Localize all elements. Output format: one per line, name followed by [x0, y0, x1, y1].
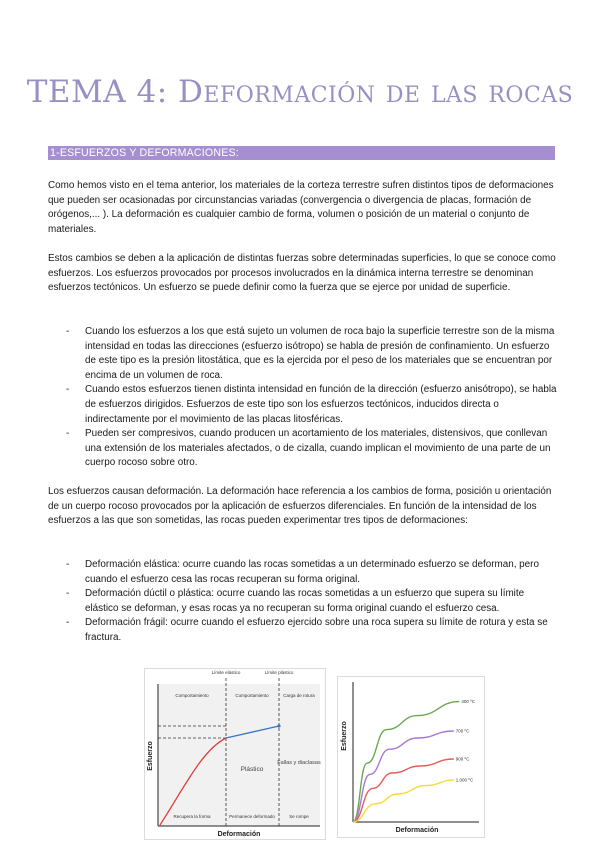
list-item: - Pueden ser compresivos, cuando producen un acortamiento de los materiales, distensivos, que conllevan una extensión de los materiales afectados, o de cizalla, cuando implican el movimiento de una parte de un cuerpo rocoso sobre otro.	[66, 427, 558, 471]
stress-strain-diagram	[144, 668, 326, 840]
x-axis-label: Deformación	[395, 827, 439, 834]
list-item: - Deformación frágil: ocurre cuando el esfuerzo ejercido sobre una roca supera su límite de rotura y esta se fractura.	[66, 616, 558, 645]
rupture-point	[277, 724, 280, 727]
series-label-3: 1.000 ºC	[455, 777, 474, 783]
paragraph-esfuerzos: Estos cambios se deben a la aplicación de distintas fuerzas sobre determinadas superficies, lo que se conoce como esfuerzos. Los esfuerzos provocados por procesos involucrados en la dinámica interna terrestre se denominan esfuerzos tectónicos. Un esfuerzo se puede definir como la fuerza que se ejerce por unidad de superficie.	[48, 253, 556, 294]
list-item: - Cuando estos esfuerzos tienen distinta intensidad en función de la dirección (esfuerzo anisótropo), se habla de esfuerzos dirigidos. Esfuerzos de este tipo son los esfuerzos tectónicos, inducidos directa o indirectamente por el movimiento de las placas litosféricas.	[66, 383, 558, 427]
list-item: - Deformación elástica: ocurre cuando las rocas sometidas a un determinado esfuerzo se deforman, pero cuando el esfuerzo cesa las rocas recuperan su forma original.	[66, 558, 558, 587]
zone-top-label: Comportamiento	[175, 693, 209, 698]
section-heading: 1-ESFUERZOS Y DEFORMACIONES:	[48, 146, 555, 160]
list-esfuerzos	[66, 325, 558, 471]
paragraph-deformacion: Los esfuerzos causan deformación. La deformación hace referencia a los cambios de forma, posición u orientación de un cuerpo rocoso provocados por la aplicación de esfuerzos diferenciales. En función de la intensidad de los esfuerzos a las que son sometidas, las rocas pueden experimentar tres tipos de deformaciones:	[48, 486, 552, 527]
series-label-1: 700 ºC	[455, 728, 470, 734]
series-label-2: 900 ºC	[455, 756, 470, 762]
plastic-limit-label: Límite plástico	[264, 670, 294, 675]
zone-top-label: Carga de rotura	[283, 693, 315, 698]
zone-right-label: Fallas y diaclasas	[277, 760, 321, 766]
zone-bottom-label: Permanece deformado	[229, 814, 275, 819]
temperature-stress-chart	[337, 676, 485, 838]
diagram-plot-area	[158, 684, 320, 826]
y-axis-label: Esfuerzo	[341, 721, 348, 751]
series-label-0: 400 ºC	[461, 699, 476, 705]
y-axis-label: Esfuerzo	[147, 741, 154, 771]
x-axis-label: Deformación	[217, 831, 261, 838]
zone-top-label: Comportamiento	[235, 693, 269, 698]
elastic-limit-label: Límite elástico	[211, 670, 241, 675]
list-deformaciones	[66, 558, 558, 646]
zone-center-label: Plástico	[240, 766, 264, 773]
page-title: TEMA 4: Deformación de las rocas	[26, 74, 574, 110]
zone-bottom-label: Se rompe	[289, 814, 309, 819]
list-item: - Cuando los esfuerzos a los que está sujeto un volumen de roca bajo la superficie terrestre son de la misma intensidad en todas las direcciones (esfuerzo isótropo) se habla de presión de confinamiento. Un esfuerzo de este tipo es la presión litostática, que es la ejercida por el peso de los materiales que se encuentran por encima de un volumen de roca.	[66, 325, 558, 383]
zone-bottom-label: Recupera la forma	[173, 814, 211, 819]
list-item: - Deformación dúctil o plástica: ocurre cuando las rocas sometidas a un esfuerzo que supera su límite elástico se deforman, y esas rocas ya no recuperan su forma original cuando el esfuerzo cesa.	[66, 587, 558, 616]
paragraph-intro: Como hemos visto en el tema anterior, los materiales de la corteza terrestre sufren distintos tipos de deformaciones que pueden ser ocasionadas por circunstancias variadas (convergencia o divergencia de placas, formación de orógenos,... ). La deformación es cualquier cambio de forma, volumen o posición de un material o conjunto de materiales.	[48, 180, 554, 235]
